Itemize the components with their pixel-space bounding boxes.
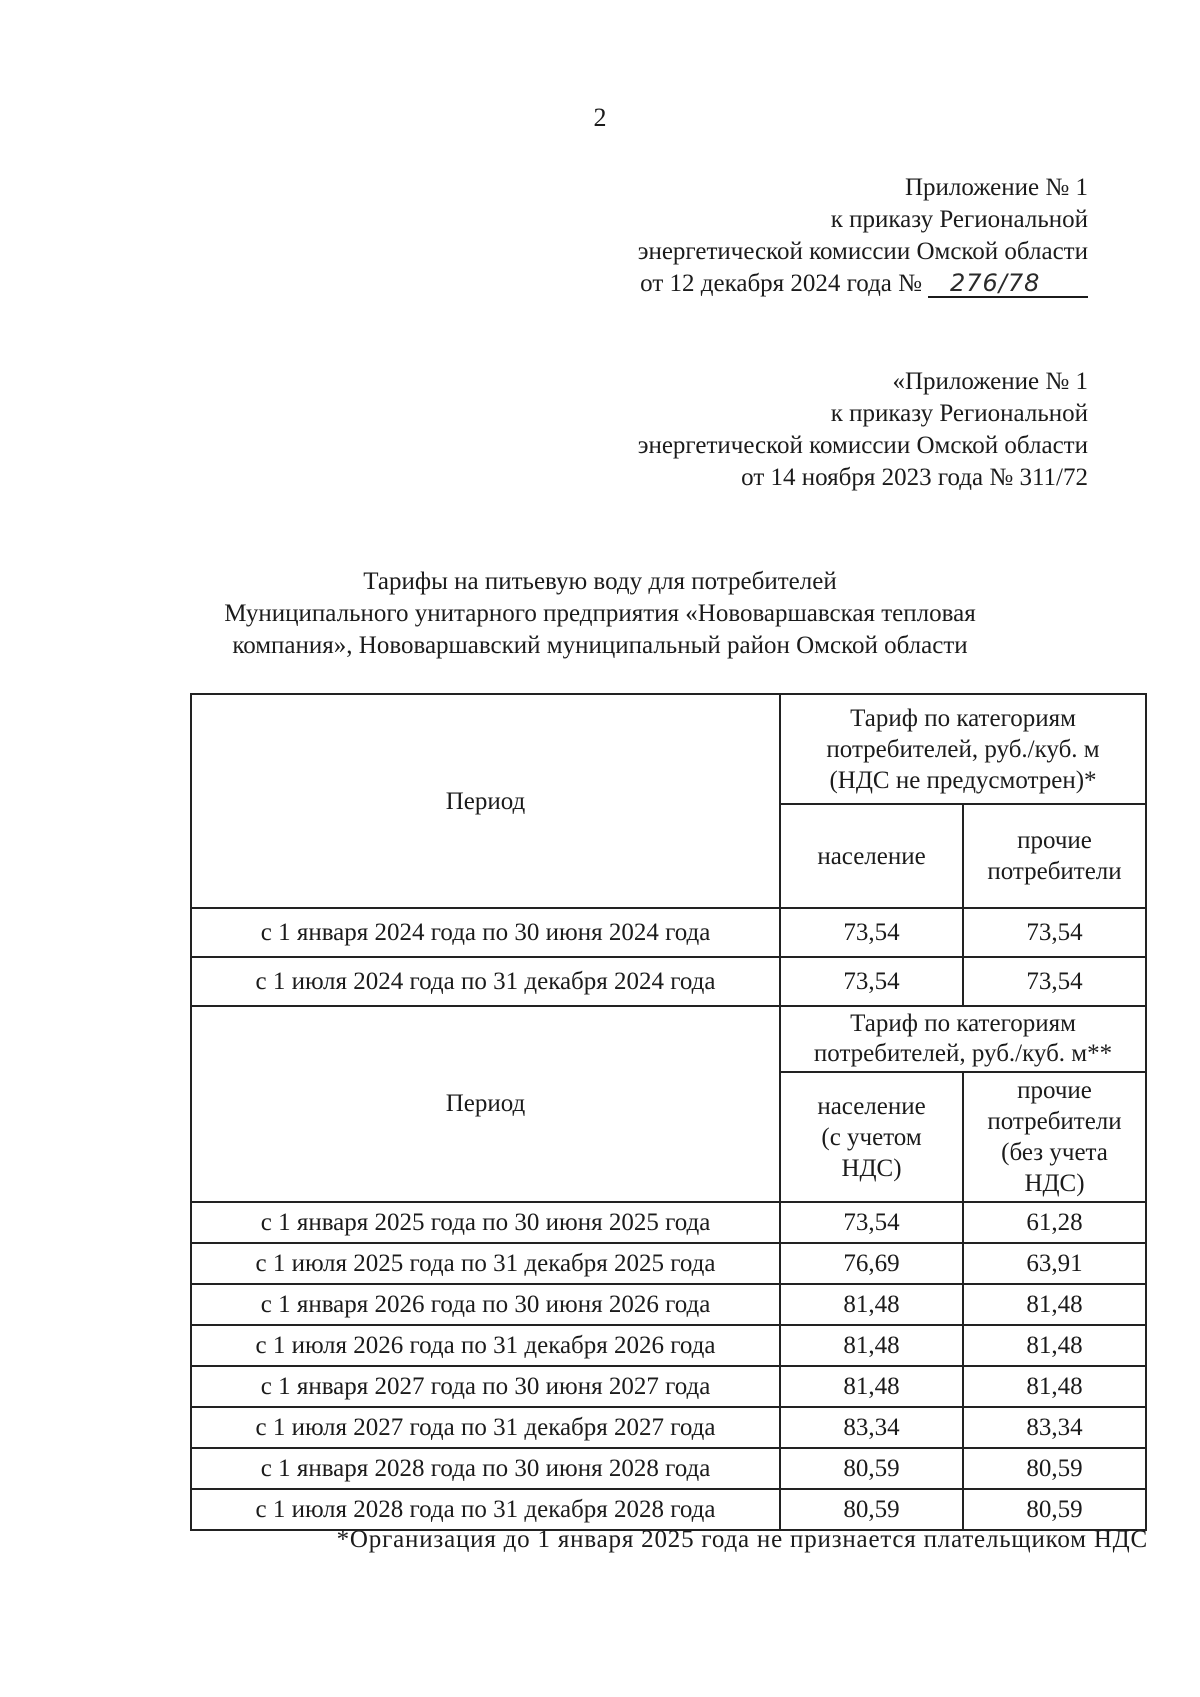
population-tariff-cell: 73,54 (780, 1202, 963, 1243)
appendix-old-line3: энергетической комиссии Омской области (637, 432, 1088, 459)
other-tariff-cell: 81,48 (963, 1284, 1146, 1325)
period-header-cell: Период (191, 694, 780, 908)
period-cell: с 1 июля 2028 года по 31 декабря 2028 года (191, 1489, 780, 1530)
other-header-line: прочие (1017, 1077, 1092, 1104)
table-row (191, 1489, 1146, 1530)
other-tariff-cell: 80,59 (963, 1489, 1146, 1530)
tariffs-table (190, 693, 1147, 1531)
table-row (191, 1243, 1146, 1284)
period-cell: с 1 января 2028 года по 30 июня 2028 года (191, 1448, 780, 1489)
appendix-new-line2: к приказу Региональной (830, 206, 1088, 233)
population-header-cell (780, 1072, 963, 1202)
period-cell: с 1 января 2027 года по 30 июня 2027 года (191, 1366, 780, 1407)
other-header-line: потребители (987, 1108, 1122, 1135)
tariff-header-line: Тариф по категориям (850, 1010, 1076, 1037)
population-tariff-cell: 81,48 (780, 1284, 963, 1325)
other-header-line: потребители (987, 858, 1122, 885)
other-header-line: (без учета НДС) (1001, 1139, 1108, 1197)
population-header-cell: население (780, 804, 963, 908)
page-number: 2 (593, 103, 607, 132)
population-tariff-cell: 73,54 (780, 908, 963, 957)
population-tariff-cell: 73,54 (780, 957, 963, 1006)
tariff-header-line: потребителей, руб./куб. м** (813, 1040, 1113, 1067)
other-tariff-cell: 83,34 (963, 1407, 1146, 1448)
appendix-old-line2: к приказу Региональной (830, 400, 1088, 427)
document-title (0, 566, 1200, 662)
appendix-old-line1: «Приложение № 1 (892, 368, 1088, 395)
table-row (191, 1366, 1146, 1407)
table-row (191, 1448, 1146, 1489)
title-line1: Тарифы на питьевую воду для потребителей (363, 568, 837, 595)
title-line3: компания», Нововаршавский муниципальный район Омской области (232, 632, 968, 659)
population-header-line: (с учетом (821, 1123, 922, 1151)
population-header-line: НДС) (841, 1154, 902, 1182)
footnote: *Организация до 1 января 2025 года не признается плательщиком НДС (336, 1526, 1148, 1553)
table-row (191, 1325, 1146, 1366)
appendix-new-line3: энергетической комиссии Омской области (637, 238, 1088, 265)
table-row (191, 1284, 1146, 1325)
appendix-new-date-prefix: от 12 декабря 2024 года № (640, 270, 922, 297)
appendix-new-line1: Приложение № 1 (904, 174, 1088, 201)
period-header-cell: Период (191, 1006, 780, 1202)
tariff-header-line: Тариф по категориям (850, 704, 1076, 732)
handwritten-order-number: 276/78 (950, 269, 1041, 297)
population-tariff-cell: 81,48 (780, 1325, 963, 1366)
appendix-new-line4 (638, 268, 1088, 300)
tariff-header-line: потребителей, руб./куб. м (826, 735, 1100, 763)
table-row (191, 1407, 1146, 1448)
other-tariff-cell: 61,28 (963, 1202, 1146, 1243)
other-header-line: прочие (1017, 827, 1092, 854)
period-cell: с 1 июля 2027 года по 31 декабря 2027 года (191, 1407, 780, 1448)
appendix-header-old (638, 366, 1088, 494)
population-tariff-cell: 80,59 (780, 1448, 963, 1489)
other-tariff-cell: 73,54 (963, 957, 1146, 1006)
appendix-header-new (638, 172, 1088, 300)
period-cell: с 1 июля 2024 года по 31 декабря 2024 года (191, 957, 780, 1006)
other-tariff-cell: 81,48 (963, 1325, 1146, 1366)
tariff-header-cell (780, 1006, 1146, 1072)
population-tariff-cell: 83,34 (780, 1407, 963, 1448)
table-row (191, 957, 1146, 1006)
table-header-row (191, 694, 1146, 804)
period-cell: с 1 января 2025 года по 30 июня 2025 года (191, 1202, 780, 1243)
period-cell: с 1 января 2026 года по 30 июня 2026 года (191, 1284, 780, 1325)
other-tariff-cell: 81,48 (963, 1366, 1146, 1407)
tariff-header-cell (780, 694, 1146, 804)
population-tariff-cell: 81,48 (780, 1366, 963, 1407)
appendix-old-line4: от 14 ноября 2023 года № 311/72 (741, 464, 1088, 491)
period-cell: с 1 января 2024 года по 30 июня 2024 года (191, 908, 780, 957)
title-line2: Муниципального унитарного предприятия «Нововаршавская тепловая (224, 600, 976, 627)
other-tariff-cell: 63,91 (963, 1243, 1146, 1284)
other-tariff-cell: 80,59 (963, 1448, 1146, 1489)
period-cell: с 1 июля 2025 года по 31 декабря 2025 года (191, 1243, 780, 1284)
period-cell: с 1 июля 2026 года по 31 декабря 2026 года (191, 1325, 780, 1366)
population-tariff-cell: 80,59 (780, 1489, 963, 1530)
table-row (191, 908, 1146, 957)
other-consumers-header-cell (963, 804, 1146, 908)
table-header-row (191, 1006, 1146, 1072)
order-number-field (928, 271, 1088, 298)
population-tariff-cell: 76,69 (780, 1243, 963, 1284)
tariff-header-line: (НДС не предусмотрен)* (829, 766, 1097, 794)
table-row (191, 1202, 1146, 1243)
other-consumers-header-cell (963, 1072, 1146, 1202)
population-header-line: население (817, 1092, 926, 1120)
other-tariff-cell: 73,54 (963, 908, 1146, 957)
